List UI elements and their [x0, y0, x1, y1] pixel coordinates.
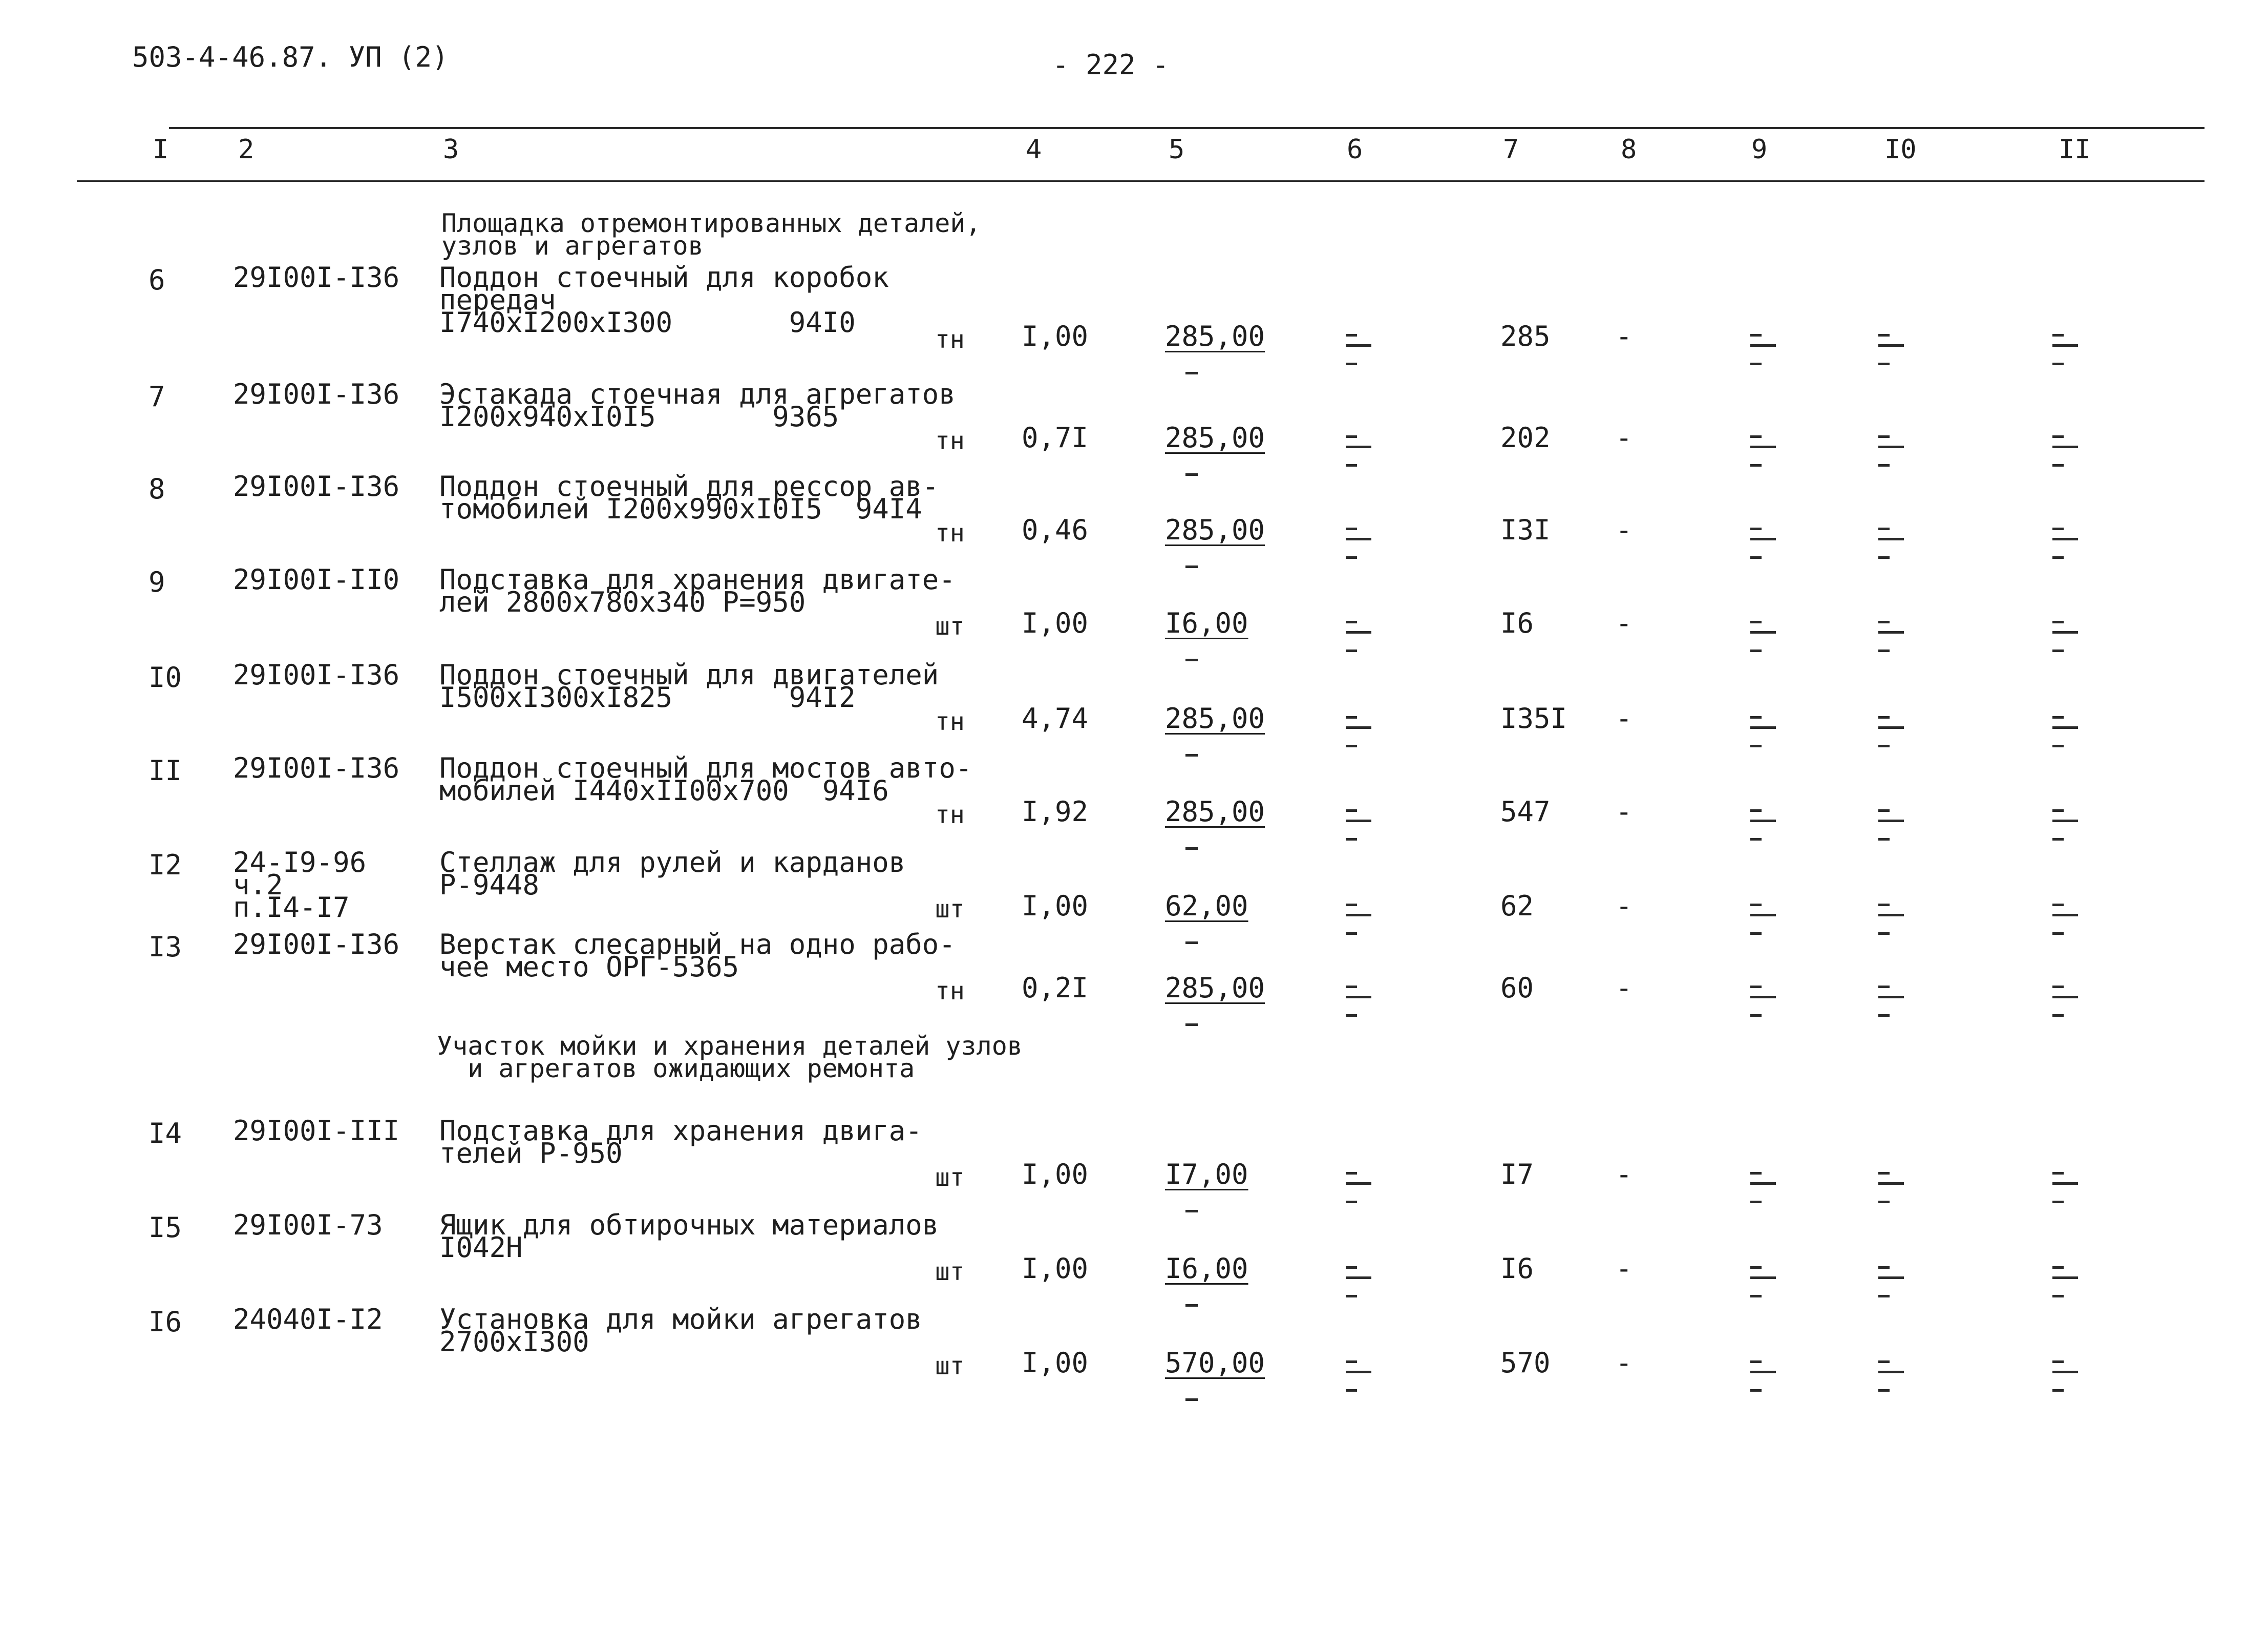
catalog-code: 24-I9-96 ч.2 п.I4-I7 — [233, 846, 367, 924]
column-header-2: 2 — [238, 134, 255, 165]
unit-of-measure: тн — [935, 977, 965, 1005]
column-header-5: 5 — [1169, 134, 1185, 165]
col9-dash-mark — [1746, 1358, 1775, 1396]
unit-price: I6,00 — [1165, 607, 1248, 639]
total-cost: 285 — [1500, 320, 1551, 352]
item-description: Поддон стоечный для коробок передач I740хI200хI300 94I0 — [439, 261, 889, 339]
row-number: II — [149, 755, 182, 787]
col11-dash-mark — [2048, 983, 2077, 1021]
col10-dash-mark — [1874, 714, 1903, 752]
col10-dash-mark — [1874, 433, 1903, 471]
page-number: - 222 - — [1052, 49, 1169, 81]
col11-dash-mark — [2048, 1170, 2077, 1208]
price-dash — [1185, 659, 1198, 661]
total-cost: 60 — [1500, 972, 1534, 1004]
total-cost: I7 — [1500, 1158, 1534, 1190]
catalog-code: 29I00I-I36 — [233, 470, 400, 502]
unit-price: 62,00 — [1165, 890, 1248, 922]
row-number: 9 — [149, 566, 165, 598]
col6-dash-mark — [1342, 619, 1370, 657]
col8-value: - — [1616, 702, 1633, 735]
item-description: Подставка для хранения двига- телей Р-950 — [439, 1115, 922, 1169]
total-cost: 547 — [1500, 795, 1551, 828]
column-header-6: 6 — [1347, 134, 1363, 165]
unit-price: 570,00 — [1165, 1347, 1265, 1379]
price-dash — [1185, 1023, 1198, 1026]
price-dash — [1185, 372, 1198, 374]
item-description: Верстак слесарный на одно рабо- чее место ОРГ-5365 — [439, 928, 956, 983]
unit-price: 285,00 — [1165, 972, 1265, 1004]
unit-of-measure: тн — [935, 427, 965, 455]
column-header-11: II — [2059, 134, 2091, 165]
price-dash — [1185, 1210, 1198, 1212]
catalog-code: 29I00I-I36 — [233, 378, 400, 410]
column-header-8: 8 — [1621, 134, 1637, 165]
unit-price: 285,00 — [1165, 422, 1265, 454]
unit-of-measure: шт — [935, 1258, 965, 1286]
item-description: Эстакада стоечная для агрегатов I200х940хI0I5 9365 — [439, 378, 956, 433]
col9-dash-mark — [1746, 902, 1775, 939]
column-header-4: 4 — [1026, 134, 1042, 165]
col10-dash-mark — [1874, 1264, 1903, 1302]
col11-dash-mark — [2048, 433, 2077, 471]
col6-dash-mark — [1342, 983, 1370, 1021]
column-header-1: I — [153, 134, 169, 165]
table-top-rule — [169, 127, 2205, 129]
row-number: 8 — [149, 473, 165, 505]
col11-dash-mark — [2048, 807, 2077, 845]
item-description: Подставка для хранения двигате- лей 2800х780х340 Р=950 — [439, 563, 956, 618]
row-number: I4 — [149, 1117, 182, 1149]
col6-dash-mark — [1342, 902, 1370, 939]
total-cost: I35I — [1500, 702, 1567, 735]
col10-dash-mark — [1874, 526, 1903, 563]
catalog-code: 29I00I-I36 — [233, 752, 400, 784]
col10-dash-mark — [1874, 807, 1903, 845]
col8-value: - — [1616, 1252, 1633, 1285]
col8-value: - — [1616, 972, 1633, 1004]
row-number: 7 — [149, 381, 165, 413]
row-number: I3 — [149, 931, 182, 963]
col9-dash-mark — [1746, 714, 1775, 752]
total-cost: 202 — [1500, 422, 1551, 454]
item-description: Установка для мойки агрегатов 2700хI300 — [439, 1303, 922, 1358]
item-description: Стеллаж для рулей и карданов Р-9448 — [439, 846, 906, 901]
column-header-7: 7 — [1503, 134, 1519, 165]
unit-of-measure: шт — [935, 612, 965, 641]
col8-value: - — [1616, 795, 1633, 828]
catalog-code: 29I00I-II0 — [233, 563, 400, 596]
col9-dash-mark — [1746, 332, 1775, 370]
col8-value: - — [1616, 890, 1633, 922]
quantity: I,00 — [1022, 1347, 1089, 1379]
quantity: I,00 — [1022, 890, 1089, 922]
price-dash — [1185, 847, 1198, 850]
col10-dash-mark — [1874, 619, 1903, 657]
catalog-code: 24040I-I2 — [233, 1303, 383, 1335]
unit-of-measure: тн — [935, 801, 965, 829]
col9-dash-mark — [1746, 1264, 1775, 1302]
price-dash — [1185, 565, 1198, 568]
column-header-10: I0 — [1884, 134, 1917, 165]
column-header-9: 9 — [1751, 134, 1768, 165]
col9-dash-mark — [1746, 526, 1775, 563]
unit-price: 285,00 — [1165, 320, 1265, 352]
unit-price: 285,00 — [1165, 514, 1265, 546]
quantity: 0,2I — [1022, 972, 1089, 1004]
quantity: I,00 — [1022, 1158, 1089, 1190]
document-code: 503-4-46.87. УП (2) — [132, 41, 449, 73]
total-cost: 570 — [1500, 1347, 1551, 1379]
col11-dash-mark — [2048, 714, 2077, 752]
col8-value: - — [1616, 320, 1633, 352]
unit-price: 285,00 — [1165, 702, 1265, 735]
item-description: Поддон стоечный для рессор ав- томобилей I200х990хI0I5 94I4 — [439, 470, 939, 525]
row-number: I0 — [149, 661, 182, 694]
col6-dash-mark — [1342, 433, 1370, 471]
row-number: I5 — [149, 1211, 182, 1244]
col9-dash-mark — [1746, 1170, 1775, 1208]
total-cost: I6 — [1500, 607, 1534, 639]
col8-value: - — [1616, 1158, 1633, 1190]
quantity: 0,46 — [1022, 514, 1089, 546]
item-description: Ящик для обтирочных материалов I042Н — [439, 1209, 939, 1264]
item-description: Поддон стоечный для мостов авто- мобилей I440хII00х700 94I6 — [439, 752, 972, 807]
price-dash — [1185, 473, 1198, 476]
unit-price: I6,00 — [1165, 1252, 1248, 1285]
price-dash — [1185, 1304, 1198, 1307]
unit-of-measure: шт — [935, 1163, 965, 1192]
quantity: I,92 — [1022, 795, 1089, 828]
col11-dash-mark — [2048, 1264, 2077, 1302]
col10-dash-mark — [1874, 983, 1903, 1021]
unit-of-measure: тн — [935, 707, 965, 736]
col8-value: - — [1616, 422, 1633, 454]
col6-dash-mark — [1342, 332, 1370, 370]
col8-value: - — [1616, 514, 1633, 546]
col8-value: - — [1616, 607, 1633, 639]
quantity: I,00 — [1022, 1252, 1089, 1285]
unit-of-measure: шт — [935, 1352, 965, 1380]
total-cost: I6 — [1500, 1252, 1534, 1285]
row-number: I2 — [149, 849, 182, 881]
price-dash — [1185, 754, 1198, 757]
col11-dash-mark — [2048, 902, 2077, 939]
unit-of-measure: шт — [935, 895, 965, 924]
catalog-code: 29I00I-I36 — [233, 261, 400, 294]
col8-value: - — [1616, 1347, 1633, 1379]
col11-dash-mark — [2048, 332, 2077, 370]
col6-dash-mark — [1342, 807, 1370, 845]
col11-dash-mark — [2048, 526, 2077, 563]
col11-dash-mark — [2048, 1358, 2077, 1396]
col10-dash-mark — [1874, 902, 1903, 939]
col6-dash-mark — [1342, 1358, 1370, 1396]
row-number: 6 — [149, 264, 165, 296]
unit-price: I7,00 — [1165, 1158, 1248, 1190]
col9-dash-mark — [1746, 619, 1775, 657]
col11-dash-mark — [2048, 619, 2077, 657]
quantity: I,00 — [1022, 320, 1089, 352]
col9-dash-mark — [1746, 807, 1775, 845]
quantity: 4,74 — [1022, 702, 1089, 735]
unit-of-measure: тн — [935, 325, 965, 354]
catalog-code: 29I00I-III — [233, 1115, 400, 1147]
col9-dash-mark — [1746, 983, 1775, 1021]
quantity: 0,7I — [1022, 422, 1089, 454]
col10-dash-mark — [1874, 1358, 1903, 1396]
quantity: I,00 — [1022, 607, 1089, 639]
col6-dash-mark — [1342, 526, 1370, 563]
row-number: I6 — [149, 1306, 182, 1338]
section-title-washing-storage: Участок мойки и хранения деталей узлов и агрегатов ожидающих ремонта — [437, 1031, 1023, 1083]
col6-dash-mark — [1342, 1170, 1370, 1208]
price-dash — [1185, 941, 1198, 944]
catalog-code: 29I00I-I36 — [233, 659, 400, 691]
total-cost: I3I — [1500, 514, 1551, 546]
col9-dash-mark — [1746, 433, 1775, 471]
header-bottom-rule — [77, 180, 2205, 182]
price-dash — [1185, 1398, 1198, 1401]
item-description: Поддон стоечный для двигателей I500хI300хI825 94I2 — [439, 659, 939, 714]
catalog-code: 29I00I-I36 — [233, 928, 400, 960]
total-cost: 62 — [1500, 890, 1534, 922]
unit-price: 285,00 — [1165, 795, 1265, 828]
catalog-code: 29I00I-73 — [233, 1209, 383, 1241]
column-header-3: 3 — [443, 134, 459, 165]
section-title-repaired-parts: Площадка отремонтированных деталей, узлов и агрегатов — [441, 208, 981, 261]
unit-of-measure: тн — [935, 519, 965, 548]
col6-dash-mark — [1342, 1264, 1370, 1302]
col10-dash-mark — [1874, 1170, 1903, 1208]
col10-dash-mark — [1874, 332, 1903, 370]
col6-dash-mark — [1342, 714, 1370, 752]
